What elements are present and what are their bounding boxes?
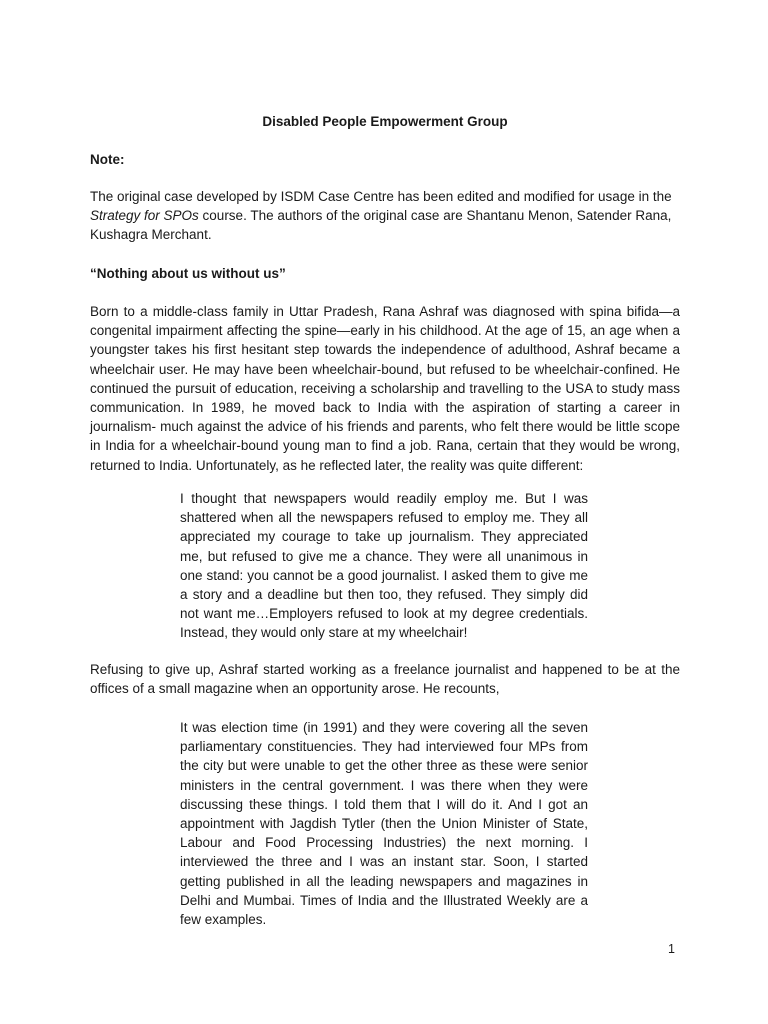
note-text-start: The original case developed by ISDM Case Centre has been edited and modified for usage in the bbox=[90, 189, 672, 204]
block-quote-2: It was election time (in 1991) and they were covering all the seven parliamentary constituencies. They had interviewed four MPs from the city but were unable to get the other three as these were senior ministers in the central government. I was there when they were discussing these things. I told them that I will do it. And I got an appointment with Jagdish Tytler (then the Union Minister of State, Labour and Food Processing Industries) the next morning. I interviewed the three and I was an instant star. Soon, I started getting published in all the leading newspapers and magazines in Delhi and Mumbai. Times of India and the Illustrated Weekly are a few examples. bbox=[180, 720, 588, 928]
document-title: Disabled People Empowerment Group bbox=[262, 114, 508, 129]
note-heading: Note: bbox=[90, 152, 125, 167]
page-number: 1 bbox=[668, 942, 675, 956]
note-text-end: course. The authors of the original case are Shantanu Menon, Satender Rana, Kushagra Merchant. bbox=[90, 208, 672, 243]
body-paragraph-1: Born to a middle-class family in Uttar Pradesh, Rana Ashraf was diagnosed with spina bifida—a congenital impairment affecting the spine—early in his childhood. At the age of 15, an age when a youngster takes his first hesitant step towards the independence of adulthood, Ashraf became a wheelchair user. He may have been wheelchair-bound, but refused to be wheelchair-confined. He continued the pursuit of education, receiving a scholarship and travelling to the USA to study mass communication. In 1989, he moved back to India with the aspiration of starting a career in journalism- much against the advice of his friends and parents, who felt there would be little scope in India for a wheelchair-bound young man to find a job. Rana, certain that they would be wrong, returned to India. Unfortunately, as he reflected later, the reality was quite different: bbox=[90, 304, 680, 473]
body-paragraph-2: Refusing to give up, Ashraf started working as a freelance journalist and happened to be at the offices of a small magazine when an opportunity arose. He recounts, bbox=[90, 662, 680, 697]
note-paragraph bbox=[90, 187, 680, 245]
block-quote-1: I thought that newspapers would readily employ me. But I was shattered when all the newspapers refused to employ me. They all appreciated my courage to take up journalism. They appreciated me, but refused to give me a chance. They were all unanimous in one stand: you cannot be a good journalist. I asked them to give me a story and a deadline but then too, they refused. They simply did not want me…Employers refused to look at my degree credentials. Instead, they would only stare at my wheelchair! bbox=[180, 491, 588, 641]
course-name: Strategy for SPOs bbox=[90, 208, 199, 224]
section-heading: “Nothing about us without us” bbox=[90, 266, 286, 281]
